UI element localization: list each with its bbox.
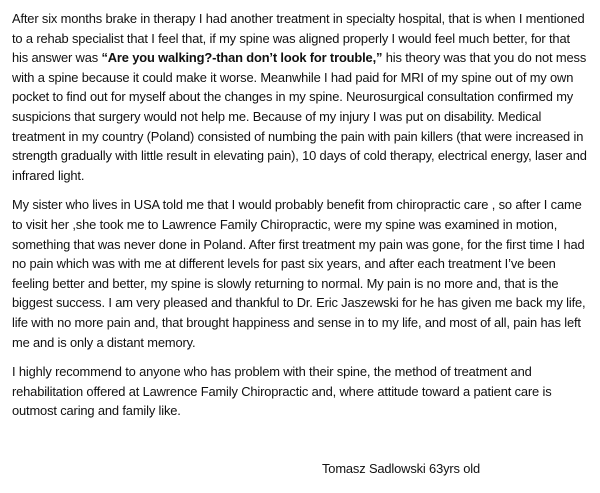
specialist-quote: “Are you walking?-than don’t look for trouble,” (101, 50, 383, 66)
signature-line: Tomasz Sadlowski 63yrs old (322, 461, 481, 476)
paragraph-treatment-history (12, 9, 589, 185)
paragraph-chiropractic-care: My sister who lives in USA told me that I would probably benefit from chiropractic care , so after I came to visit her ,she took me to Lawrence Family Chiropractic, were my spine was examined in motion, something that was never done in Poland. After first treatment my pain was gone, for the first time I had no pain which was with me at different levels for past six years, and after each treatment I’ve been feeling better and better, my spine is slowly returning to normal. My pain is no more and, that is the biggest success. I am very pleased and thankful to Dr. Eric Jaszewski for he has given me back my life, life with no more pain and, that brought happiness and sense in to my life, and most of all, pain has left me and is only a distant memory. (12, 197, 586, 350)
paragraph-1-text-after: his theory was that you do not mess with a spine because it could make it worse. Meanwhile I had paid for MRI of my spine out of my own pocket to find out for myself about the changes in my spine. Neurosurgical consultation confirmed my suspicions that surgery would not help me. Because of my injury I was put on disability. Medical treatment in my country (Poland) consisted of numbing the pain with pain killers (that were increased in strength gradually with little result in elevating pain), 10 days of cold therapy, electrical energy, laser and infrared light. (12, 50, 587, 183)
paragraph-recommendation: I highly recommend to anyone who has problem with their spine, the method of treatment and rehabilitation offered at Lawrence Family Chiropractic and, where attitude toward a patient care is outmost caring and family like. (12, 364, 552, 419)
paragraph-1-text-before: After six months brake in therapy I had another treatment in specialty hospital, that is when I mentioned to a rehab specialist that I feel that, if my spine was aligned properly I would feel much better, for that his answer was (12, 11, 585, 66)
